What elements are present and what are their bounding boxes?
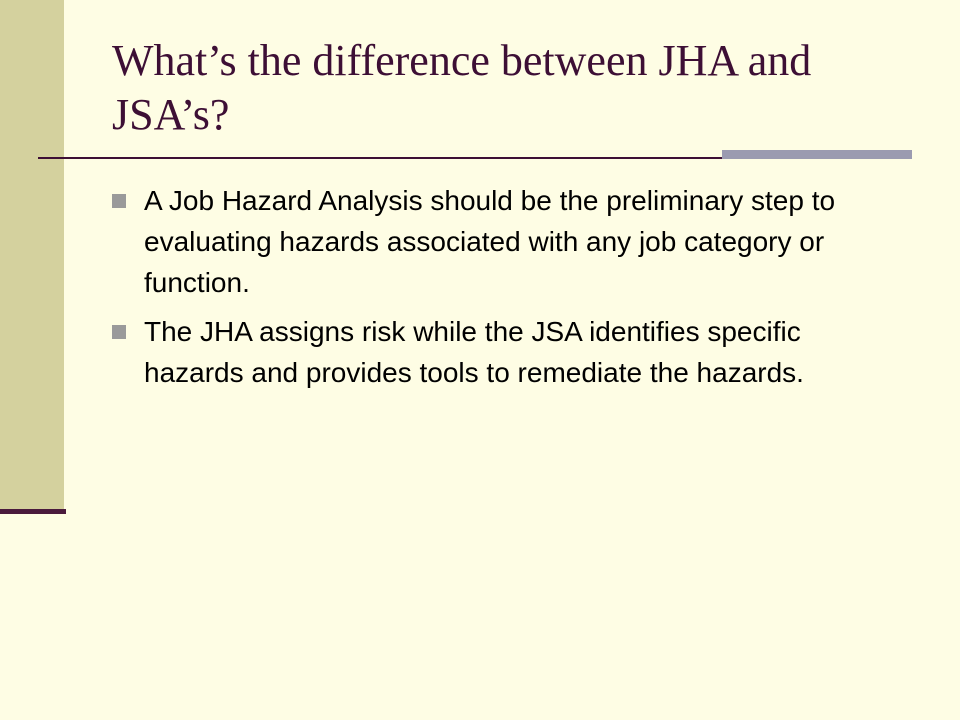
- left-sidebar-underline: [0, 509, 66, 514]
- bullet-text: A Job Hazard Analysis should be the preliminary step to evaluating hazards associated with any job category or function.: [144, 185, 836, 298]
- title-divider-accent: [722, 150, 912, 159]
- bullet-list: [112, 180, 902, 401]
- square-bullet-icon: [112, 194, 126, 208]
- bullet-item: [112, 311, 902, 393]
- bullet-text: The JHA assigns risk while the JSA identifies specific hazards and provides tools to remediate the hazards.: [144, 316, 804, 388]
- square-bullet-icon: [112, 325, 126, 339]
- bullet-item: [112, 180, 902, 303]
- left-sidebar-bar: [0, 0, 64, 512]
- slide-title: What’s the difference between JHA and JSA’s?: [112, 36, 812, 139]
